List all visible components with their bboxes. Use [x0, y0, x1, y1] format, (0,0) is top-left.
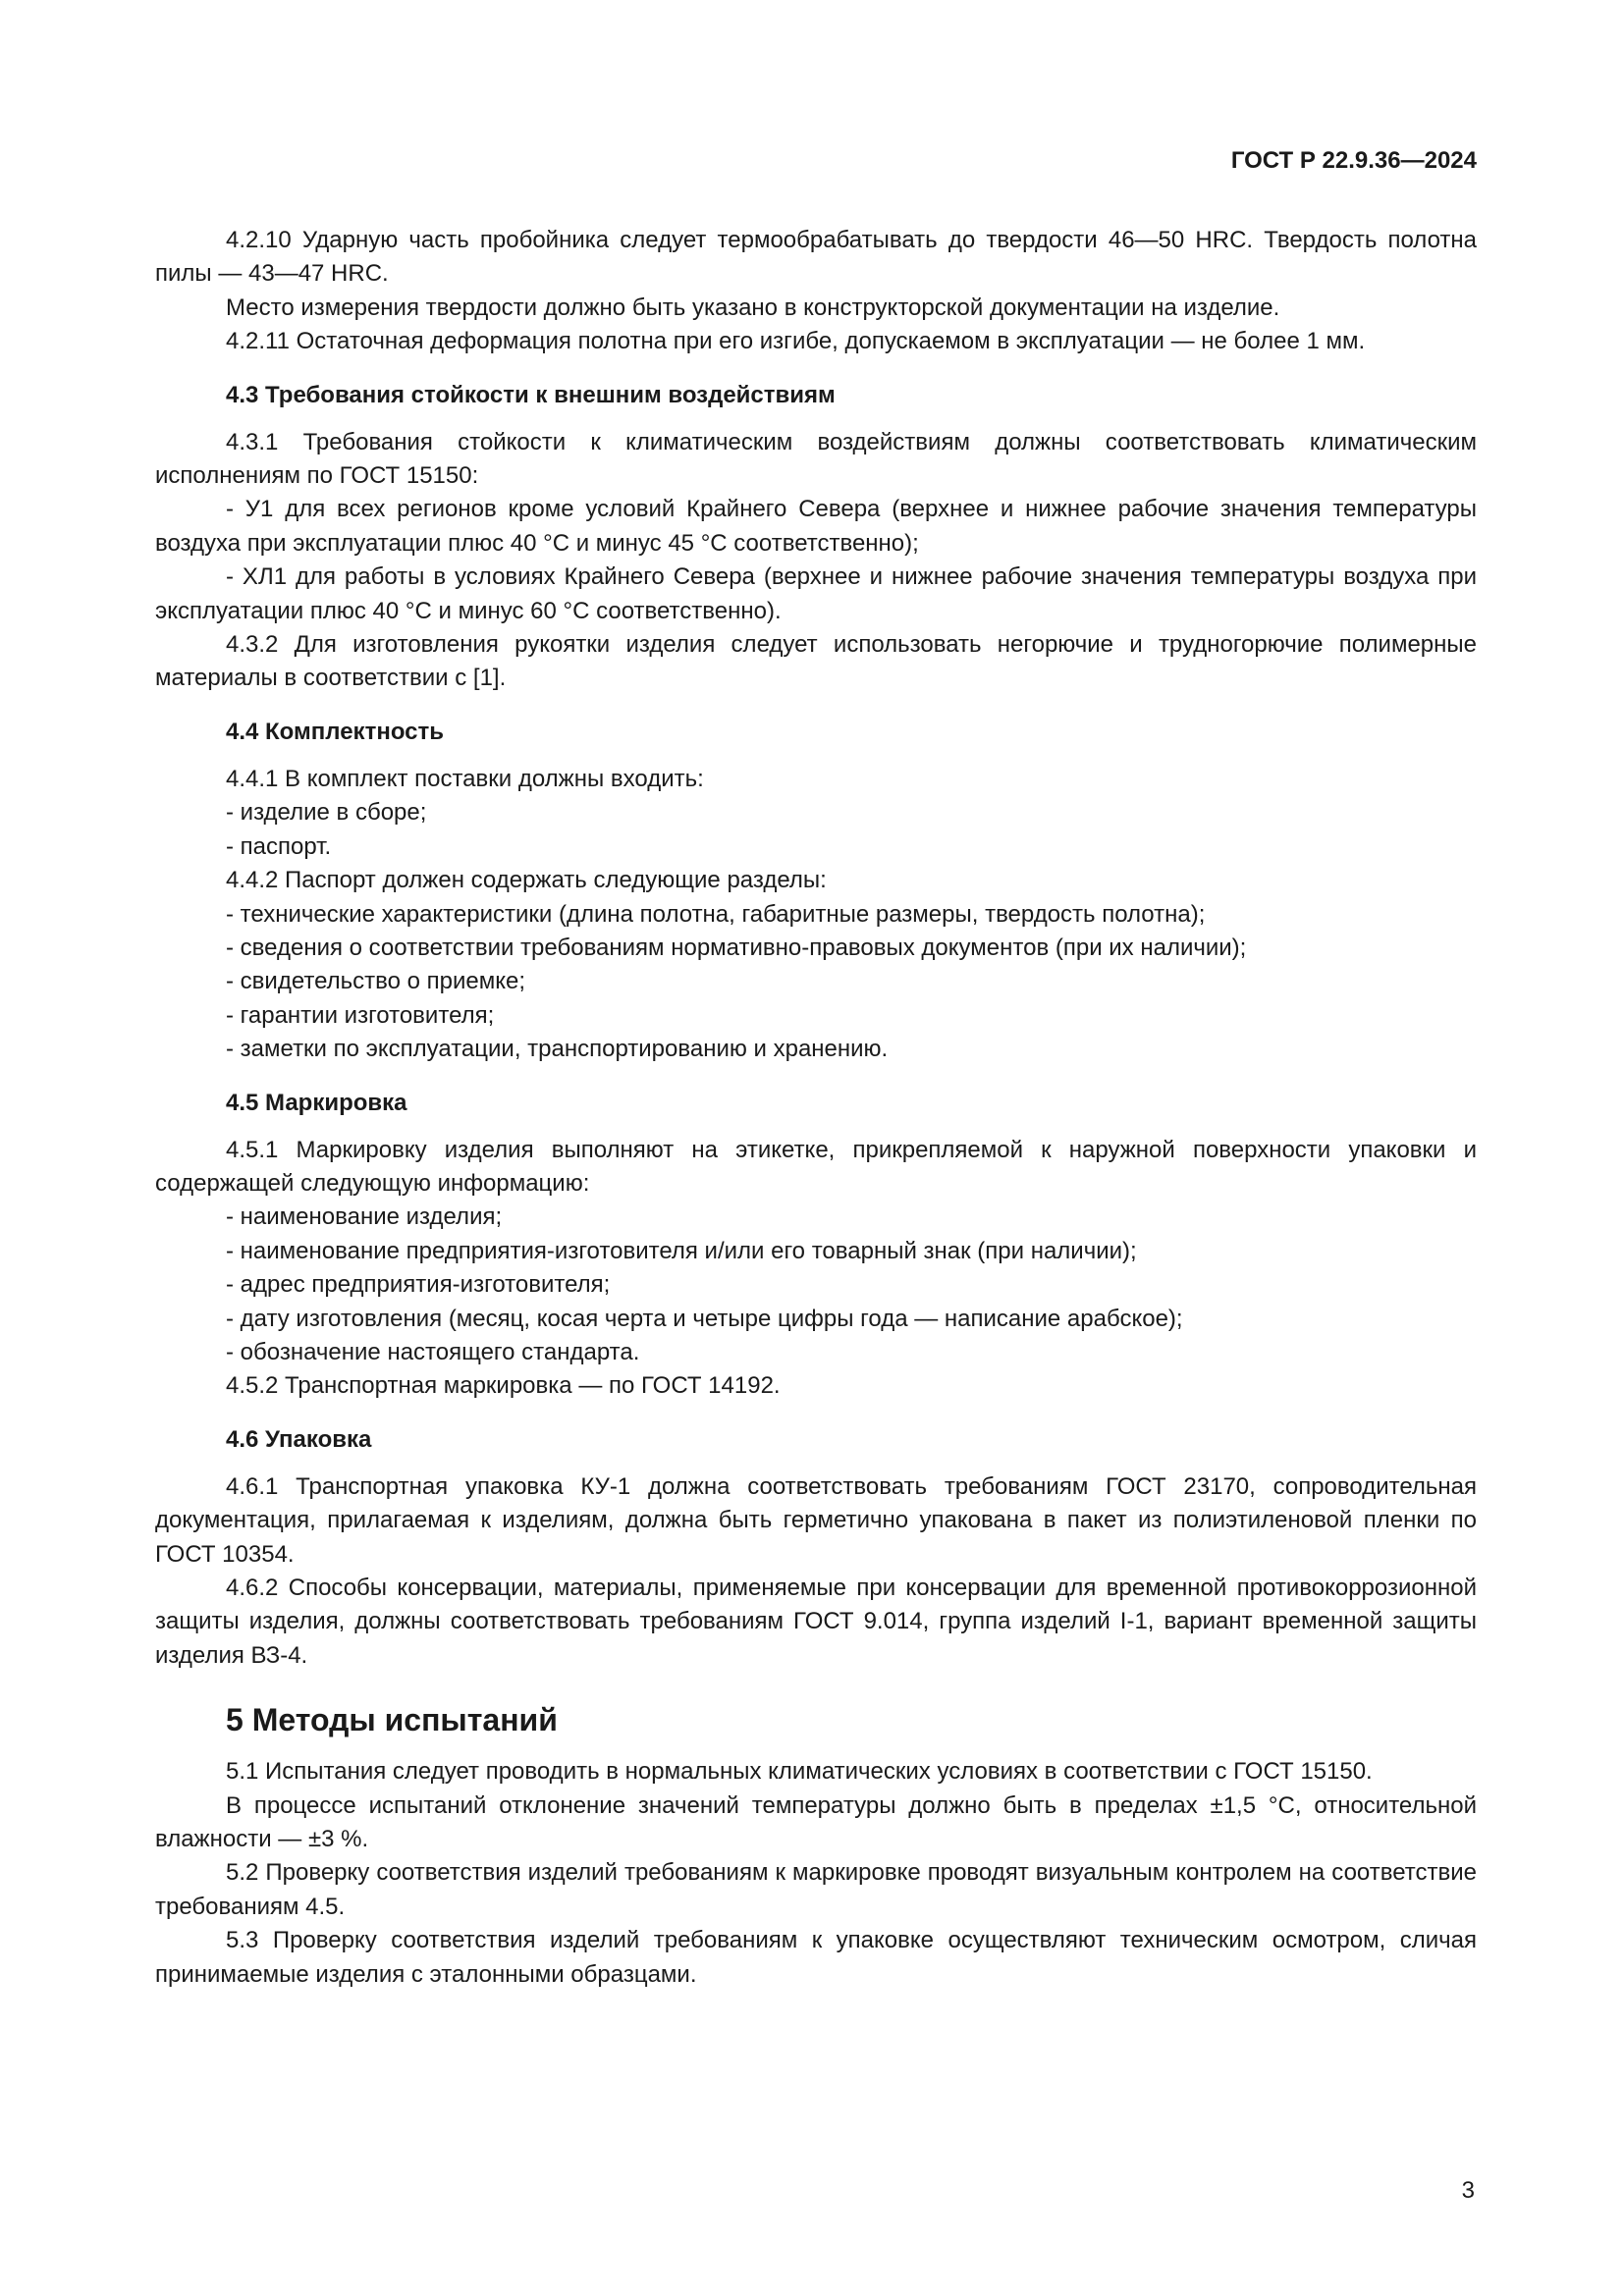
clause-4-2-10: 4.2.10 Ударную часть пробойника следует термообрабатывать до твердости 46—50 HRC. Твердость полотна пилы — 43—47 HRC. — [155, 227, 1477, 288]
list-item: - изделие в сборе; — [226, 799, 427, 827]
section-heading-4-3: 4.3 Требования стойкости к внешним воздействиям — [226, 381, 836, 408]
list-item: - сведения о соответствии требованиям нормативно-правовых документов (при их наличии); — [226, 934, 1247, 961]
list-item: - адрес предприятия-изготовителя; — [226, 1271, 611, 1299]
list-item: - заметки по эксплуатации, транспортированию и хранению. — [226, 1036, 889, 1063]
clause-4-2-11: 4.2.11 Остаточная деформация полотна при его изгибе, допускаемом в эксплуатации — не более 1 мм. — [226, 328, 1366, 355]
list-item: - технические характеристики (длина полотна, габаритные размеры, твердость полотна); — [226, 900, 1206, 928]
clause-4-2-10-note: Место измерения твердости должно быть указано в конструкторской документации на изделие. — [226, 294, 1280, 321]
clause-4-6-1: 4.6.1 Транспортная упаковка КУ-1 должна соответствовать требованиям ГОСТ 23170, сопроводительная документация, прилагаемая к изделиям, должна быть герметично упакована в пакет из полиэтиленовой пленки по ГОСТ 10354. — [155, 1472, 1477, 1568]
clause-5-1: 5.1 Испытания следует проводить в нормальных климатических условиях в соответствии с ГОСТ 15150. — [226, 1758, 1373, 1786]
list-item: - наименование изделия; — [226, 1203, 503, 1231]
list-item: - гарантии изготовителя; — [226, 1001, 495, 1029]
section-heading-5: 5 Методы испытаний — [226, 1702, 558, 1738]
clause-4-6-2: 4.6.2 Способы консервации, материалы, применяемые при консервации для временной противокоррозионной защиты изделия, должны соответствовать требованиям ГОСТ 9.014, группа изделий I-1, вариант временной защиты изделия ВЗ-4. — [155, 1575, 1477, 1669]
clause-4-3-1-hl1: - ХЛ1 для работы в условиях Крайнего Севера (верхнее и нижнее рабочие значения температуры воздуха при эксплуатации плюс 40 °С и минус 60 °С соответственно). — [155, 563, 1477, 624]
section-heading-4-6: 4.6 Упаковка — [226, 1425, 372, 1453]
clause-4-3-1-u1: - У1 для всех регионов кроме условий Крайнего Севера (верхнее и нижнее рабочие значения температуры воздуха при эксплуатации плюс 40 °С и минус 45 °С соответственно); — [155, 496, 1477, 557]
list-item: - дату изготовления (месяц, косая черта и четыре цифры года — написание арабское); — [226, 1305, 1183, 1332]
clause-4-4-2: 4.4.2 Паспорт должен содержать следующие разделы: — [226, 867, 827, 894]
clause-5-2: 5.2 Проверку соответствия изделий требованиям к маркировке проводят визуальным контролем на соответствие требованиям 4.5. — [155, 1859, 1477, 1920]
clause-4-3-2: 4.3.2 Для изготовления рукоятки изделия следует использовать негорючие и трудногорючие полимерные материалы в соответствии с [1]. — [155, 631, 1477, 692]
document-body — [155, 224, 1477, 1992]
clause-5-3: 5.3 Проверку соответствия изделий требованиям к упаковке осуществляют техническим осмотром, сличая принимаемые изделия с эталонными образцами. — [155, 1927, 1477, 1988]
page-number: 3 — [1461, 2177, 1475, 2204]
clause-4-3-1: 4.3.1 Требования стойкости к климатическим воздействиям должны соответствовать климатическим исполнениям по ГОСТ 15150: — [155, 428, 1477, 490]
clause-4-5-2: 4.5.2 Транспортная маркировка — по ГОСТ 14192. — [226, 1372, 781, 1400]
section-heading-4-4: 4.4 Комплектность — [226, 718, 445, 745]
list-item: - свидетельство о приемке; — [226, 968, 526, 995]
list-item: - паспорт. — [226, 832, 332, 860]
clause-4-4-1: 4.4.1 В комплект поставки должны входить: — [226, 765, 704, 792]
section-heading-4-5: 4.5 Маркировка — [226, 1089, 407, 1116]
clause-5-1-note: В процессе испытаний отклонение значений температуры должно быть в пределах ±1,5 °С, относительной влажности — ±3 %. — [155, 1791, 1477, 1853]
document-header: ГОСТ Р 22.9.36—2024 — [1230, 147, 1477, 174]
list-item: - наименование предприятия-изготовителя и/или его товарный знак (при наличии); — [226, 1237, 1137, 1264]
list-item: - обозначение настоящего стандарта. — [226, 1338, 640, 1365]
clause-4-5-1: 4.5.1 Маркировку изделия выполняют на этикетке, прикрепляемой к наружной поверхности упаковки и содержащей следующую информацию: — [155, 1136, 1477, 1197]
